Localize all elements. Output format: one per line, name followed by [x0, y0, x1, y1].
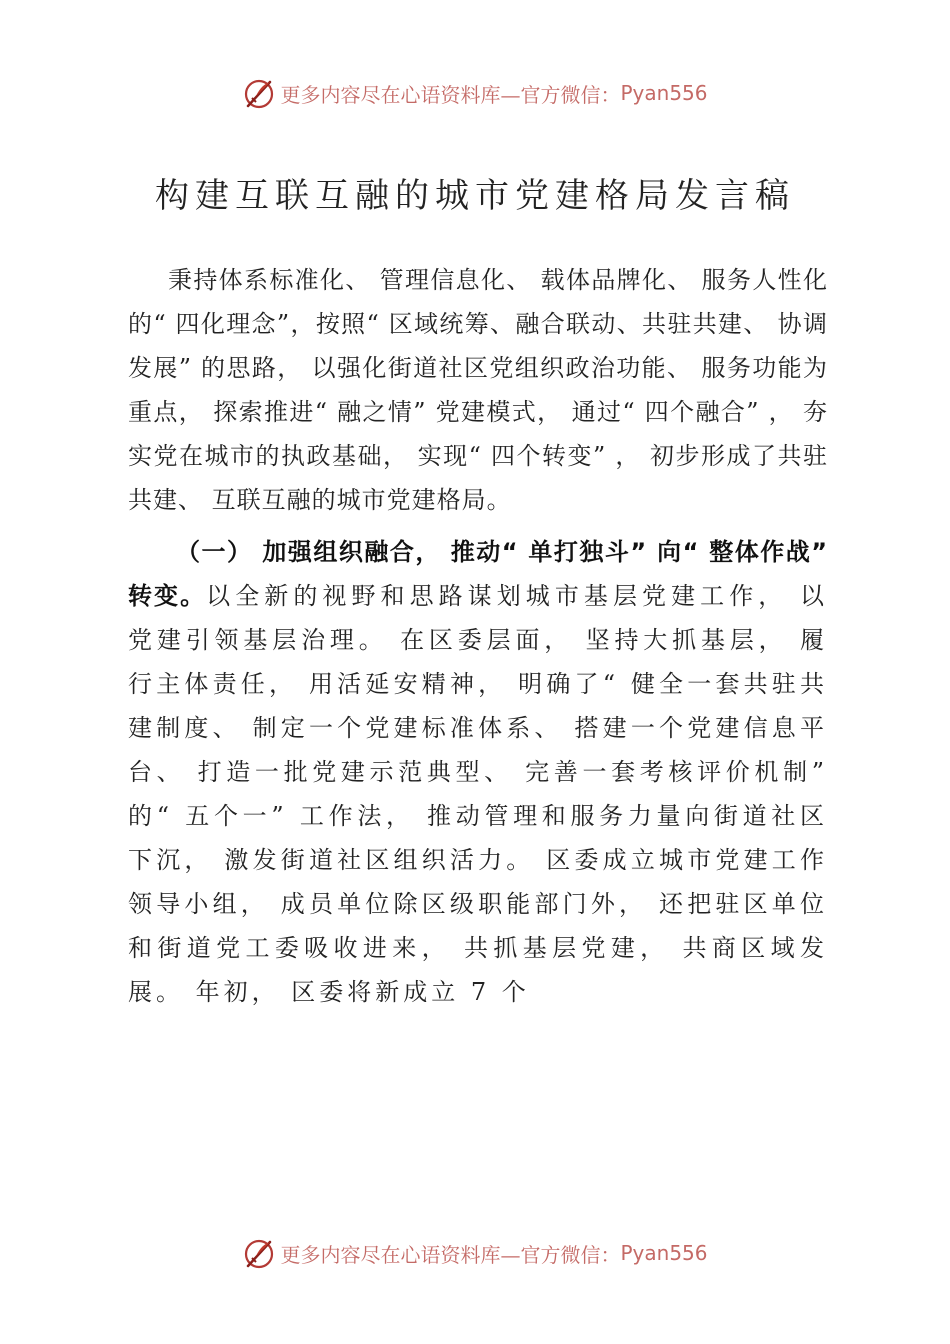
quill-logo-icon — [242, 1236, 276, 1270]
banner-text: 更多内容尽在心语资料库—官方微信： — [280, 82, 621, 107]
header-banner — [0, 73, 950, 113]
banner-wechat-id: Pyan556 — [620, 1241, 708, 1265]
section-1-paragraph — [128, 530, 828, 1014]
footer-banner — [0, 1233, 950, 1273]
section-1-heading: （一） 加强组织融合， 推动“ 单打独斗” 向“ 整体作战” 转变。 — [128, 538, 828, 610]
document-title: 构建互联互融的城市党建格局发言稿 — [155, 176, 795, 216]
intro-paragraph: 秉持体系标准化、 管理信息化、 载体品牌化、 服务人性化的“ 四化理念”，按照“ 区域统筹、融合联动、共驻共建、 协调发展” 的思路， 以强化街道社区党组织政治功能、 服务功能为重点， 探索推进“ 融之情” 党建模式， 通过“ 四个融合” ， 夯实党在城市的执政基础， 实现“ 四个转变” ， 初步形成了共驻共建、 互联互融的城市党建格局。 — [128, 266, 828, 514]
banner-wechat-id: Pyan556 — [620, 81, 708, 105]
quill-logo-icon — [242, 76, 276, 110]
section-1-body: 以全新的视野和思路谋划城市基层党建工作， 以党建引领基层治理。 在区委层面， 坚持大抓基层， 履行主体责任， 用活延安精神， 明确了“ 健全一套共驻共建制度、 制定一个党建标准体系、 搭建一个党建信息平台、 打造一批党建示范典型、 完善一套考核评价机制” 的“ 五个一” 工作法， 推动管理和服务力量向街道社区下沉， 激发街道社区组织活力。 区委成立城市党建工作领导小组， 成员单位除区级职能部门外， 还把驻区单位和街道党工委吸收进来， 共抓基层党建， 共商区域发展。 年初， 区委将新成立 7 个 — [128, 582, 828, 1006]
banner-text: 更多内容尽在心语资料库—官方微信： — [280, 1242, 621, 1267]
